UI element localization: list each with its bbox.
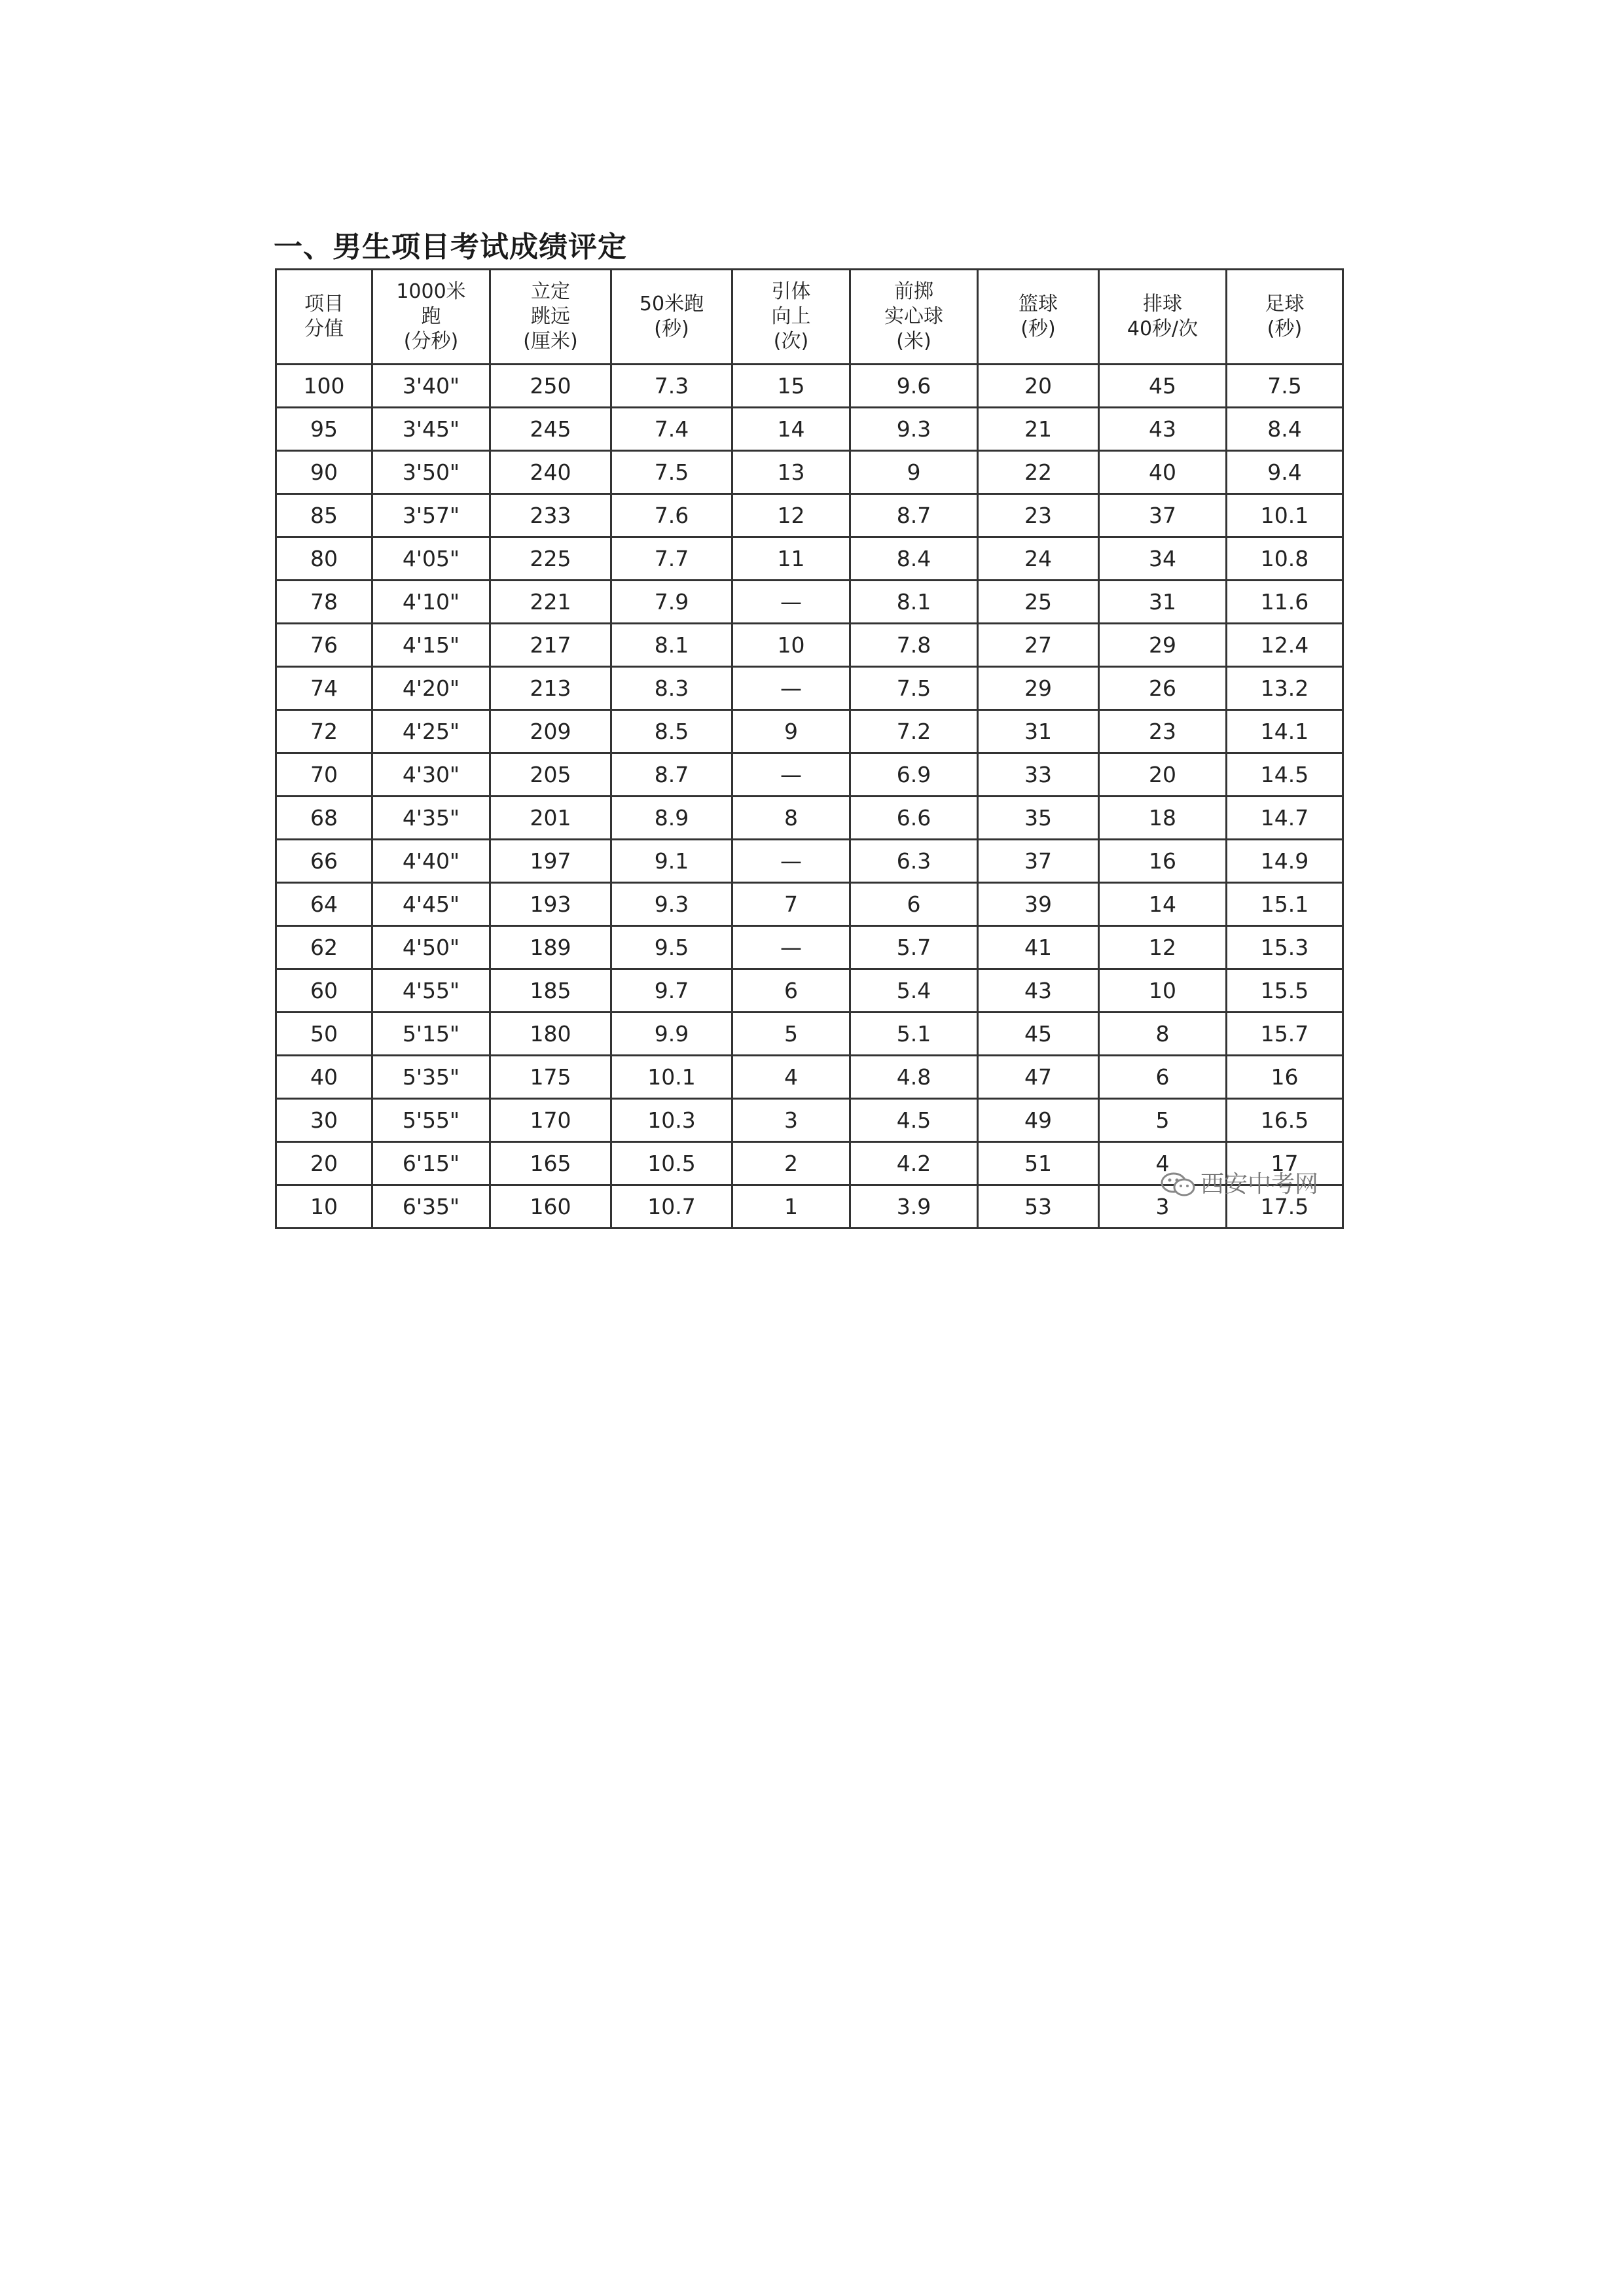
table-cell: 6'15": [372, 1142, 490, 1185]
table-cell: 4'50": [372, 926, 490, 969]
column-header-line: 40秒/次: [1127, 317, 1199, 340]
table-cell: 11.6: [1227, 581, 1343, 624]
table-cell: 14: [732, 408, 850, 451]
score-cell: 95: [276, 408, 372, 451]
table-row: [276, 840, 1343, 883]
column-header-line: 立定: [531, 280, 570, 303]
column-header-line: 分值: [304, 317, 344, 340]
table-cell: 37: [1099, 494, 1227, 537]
table-cell: 23: [1099, 710, 1227, 753]
table-cell: 5.1: [850, 1013, 978, 1056]
table-cell: 3'45": [372, 408, 490, 451]
table-cell: 9.6: [850, 365, 978, 408]
table-cell: 5.4: [850, 969, 978, 1013]
table-cell: 245: [490, 408, 611, 451]
table-cell: 213: [490, 667, 611, 710]
table-cell: 3: [732, 1099, 850, 1142]
table-cell: 4'15": [372, 624, 490, 667]
table-cell: 9.3: [850, 408, 978, 451]
table-cell: 8.1: [850, 581, 978, 624]
table-cell: 170: [490, 1099, 611, 1142]
table-row: [276, 624, 1343, 667]
table-cell: 217: [490, 624, 611, 667]
table-cell: 10: [732, 624, 850, 667]
table-row: [276, 969, 1343, 1013]
table-row: [276, 494, 1343, 537]
table-cell: —: [732, 667, 850, 710]
table-cell: 41: [978, 926, 1099, 969]
table-cell: 205: [490, 753, 611, 797]
table-cell: 7: [732, 883, 850, 926]
table-cell: 4'05": [372, 537, 490, 581]
table-cell: 43: [1099, 408, 1227, 451]
table-cell: 7.8: [850, 624, 978, 667]
column-header-line: (分秒): [403, 330, 459, 353]
table-cell: 185: [490, 969, 611, 1013]
column-header-line: 项目: [304, 293, 344, 315]
table-cell: 10.1: [1227, 494, 1343, 537]
table-cell: 4'40": [372, 840, 490, 883]
table-cell: 5'15": [372, 1013, 490, 1056]
table-cell: 7.6: [611, 494, 732, 537]
wechat-icon: [1160, 1172, 1197, 1198]
watermark-text: 西安中考网: [1200, 1171, 1319, 1198]
table-cell: 6: [850, 883, 978, 926]
table-row: [276, 710, 1343, 753]
column-header-line: (次): [773, 330, 809, 353]
table-cell: 4'20": [372, 667, 490, 710]
score-cell: 66: [276, 840, 372, 883]
table-cell: 6.3: [850, 840, 978, 883]
score-cell: 100: [276, 365, 372, 408]
table-cell: 15.3: [1227, 926, 1343, 969]
table-cell: 16.5: [1227, 1099, 1343, 1142]
score-cell: 64: [276, 883, 372, 926]
table-cell: 29: [1099, 624, 1227, 667]
score-cell: 30: [276, 1099, 372, 1142]
table-cell: 8.5: [611, 710, 732, 753]
table-cell: 4'30": [372, 753, 490, 797]
score-cell: 50: [276, 1013, 372, 1056]
table-cell: 9: [732, 710, 850, 753]
table-cell: 175: [490, 1056, 611, 1099]
table-cell: 10: [1099, 969, 1227, 1013]
table-cell: 5'55": [372, 1099, 490, 1142]
table-cell: 240: [490, 451, 611, 494]
column-header-1: [372, 270, 490, 365]
table-row: [276, 1099, 1343, 1142]
score-cell: 60: [276, 969, 372, 1013]
score-cell: 76: [276, 624, 372, 667]
table-row: [276, 1013, 1343, 1056]
column-header-3: [611, 270, 732, 365]
table-cell: 10.5: [611, 1142, 732, 1185]
column-header-line: 跳远: [531, 305, 570, 328]
table-cell: 4.8: [850, 1056, 978, 1099]
table-cell: 160: [490, 1185, 611, 1229]
column-header-line: 引体: [771, 280, 811, 303]
table-cell: 9.4: [1227, 451, 1343, 494]
table-cell: 14: [1099, 883, 1227, 926]
table-cell: 8: [732, 797, 850, 840]
table-cell: 15: [732, 365, 850, 408]
score-cell: 80: [276, 537, 372, 581]
table-cell: 4: [1099, 1142, 1227, 1185]
table-row: [276, 753, 1343, 797]
table-cell: 5'35": [372, 1056, 490, 1099]
watermark: [1160, 1170, 1318, 1199]
table-cell: 5: [732, 1013, 850, 1056]
column-header-7: [1099, 270, 1227, 365]
table-cell: 26: [1099, 667, 1227, 710]
table-cell: 6.6: [850, 797, 978, 840]
table-cell: 6: [1099, 1056, 1227, 1099]
table-cell: 13: [732, 451, 850, 494]
table-row: [276, 1056, 1343, 1099]
table-row: [276, 926, 1343, 969]
table-cell: 25: [978, 581, 1099, 624]
table-cell: 9.7: [611, 969, 732, 1013]
table-cell: 16: [1099, 840, 1227, 883]
score-cell: 90: [276, 451, 372, 494]
table-cell: 6: [732, 969, 850, 1013]
table-cell: 193: [490, 883, 611, 926]
table-cell: 8.7: [850, 494, 978, 537]
table-row: [276, 537, 1343, 581]
table-cell: 34: [1099, 537, 1227, 581]
table-cell: 8.7: [611, 753, 732, 797]
table-cell: 3'40": [372, 365, 490, 408]
table-cell: 5: [1099, 1099, 1227, 1142]
score-cell: 68: [276, 797, 372, 840]
table-cell: 9.5: [611, 926, 732, 969]
table-cell: 4'25": [372, 710, 490, 753]
table-cell: 17: [1227, 1142, 1343, 1185]
table-cell: 14.9: [1227, 840, 1343, 883]
table-cell: 14.7: [1227, 797, 1343, 840]
table-cell: 10.7: [611, 1185, 732, 1229]
table-cell: 4'35": [372, 797, 490, 840]
table-cell: 45: [978, 1013, 1099, 1056]
table-cell: 4: [732, 1056, 850, 1099]
table-cell: 31: [978, 710, 1099, 753]
table-cell: 15.5: [1227, 969, 1343, 1013]
table-cell: 43: [978, 969, 1099, 1013]
table-cell: 8.3: [611, 667, 732, 710]
column-header-6: [978, 270, 1099, 365]
column-header-line: 50米跑: [639, 293, 704, 315]
table-cell: 53: [978, 1185, 1099, 1229]
score-table: [275, 268, 1344, 1229]
table-cell: 49: [978, 1099, 1099, 1142]
table-cell: 180: [490, 1013, 611, 1056]
score-cell: 78: [276, 581, 372, 624]
table-cell: 9: [850, 451, 978, 494]
table-cell: 12: [732, 494, 850, 537]
table-cell: 15.7: [1227, 1013, 1343, 1056]
table-cell: 22: [978, 451, 1099, 494]
table-cell: 18: [1099, 797, 1227, 840]
table-cell: 39: [978, 883, 1099, 926]
table-body: [276, 365, 1343, 1229]
table-cell: 15.1: [1227, 883, 1343, 926]
table-cell: 197: [490, 840, 611, 883]
table-cell: 4.5: [850, 1099, 978, 1142]
table-cell: 33: [978, 753, 1099, 797]
table-cell: 209: [490, 710, 611, 753]
table-cell: 8.4: [850, 537, 978, 581]
table-cell: 2: [732, 1142, 850, 1185]
table-cell: 51: [978, 1142, 1099, 1185]
table-header-row: [276, 270, 1343, 365]
table-cell: 11: [732, 537, 850, 581]
table-row: [276, 365, 1343, 408]
score-cell: 72: [276, 710, 372, 753]
column-header-line: 跑: [421, 305, 441, 328]
column-header-2: [490, 270, 611, 365]
table-cell: 10.3: [611, 1099, 732, 1142]
table-cell: 5.7: [850, 926, 978, 969]
table-cell: 189: [490, 926, 611, 969]
table-cell: 16: [1227, 1056, 1343, 1099]
table-row: [276, 667, 1343, 710]
table-cell: 165: [490, 1142, 611, 1185]
table-cell: 221: [490, 581, 611, 624]
table-cell: 6'35": [372, 1185, 490, 1229]
table-cell: 7.2: [850, 710, 978, 753]
table-cell: 7.5: [1227, 365, 1343, 408]
table-cell: 10.1: [611, 1056, 732, 1099]
column-header-5: [850, 270, 978, 365]
table-cell: —: [732, 840, 850, 883]
table-cell: 8: [1099, 1013, 1227, 1056]
table-cell: 8.4: [1227, 408, 1343, 451]
table-cell: 6.9: [850, 753, 978, 797]
table-cell: 12.4: [1227, 624, 1343, 667]
score-cell: 10: [276, 1185, 372, 1229]
table-cell: 9.9: [611, 1013, 732, 1056]
table-cell: 4'45": [372, 883, 490, 926]
table-cell: 8.9: [611, 797, 732, 840]
table-cell: 35: [978, 797, 1099, 840]
table-cell: 20: [1099, 753, 1227, 797]
table-cell: 7.5: [611, 451, 732, 494]
column-header-line: 篮球: [1019, 293, 1058, 315]
table-cell: —: [732, 753, 850, 797]
table-cell: —: [732, 926, 850, 969]
column-header-line: (秒): [1020, 317, 1056, 340]
column-header-line: 1000米: [396, 280, 466, 303]
table-cell: 1: [732, 1185, 850, 1229]
table-cell: 14.5: [1227, 753, 1343, 797]
table-cell: 3'57": [372, 494, 490, 537]
table-cell: —: [732, 581, 850, 624]
score-cell: 70: [276, 753, 372, 797]
table-cell: 17.5: [1227, 1185, 1343, 1229]
table-cell: 7.5: [850, 667, 978, 710]
score-cell: 40: [276, 1056, 372, 1099]
table-cell: 8.1: [611, 624, 732, 667]
table-cell: 21: [978, 408, 1099, 451]
column-header-line: (米): [896, 330, 931, 353]
page-heading: 一、男生项目考试成绩评定: [274, 230, 627, 264]
column-header-line: 实心球: [884, 305, 943, 328]
column-header-8: [1227, 270, 1343, 365]
table-cell: 10.8: [1227, 537, 1343, 581]
table-cell: 20: [978, 365, 1099, 408]
column-header-4: [732, 270, 850, 365]
table-cell: 47: [978, 1056, 1099, 1099]
column-header-line: (秒): [1267, 317, 1303, 340]
table-cell: 3'50": [372, 451, 490, 494]
table-cell: 250: [490, 365, 611, 408]
table-cell: 7.9: [611, 581, 732, 624]
score-cell: 20: [276, 1142, 372, 1185]
column-header-line: 排球: [1143, 293, 1182, 315]
table-cell: 233: [490, 494, 611, 537]
table-cell: 24: [978, 537, 1099, 581]
column-header-line: (秒): [654, 317, 689, 340]
table-cell: 40: [1099, 451, 1227, 494]
table-row: [276, 883, 1343, 926]
table-cell: 4'10": [372, 581, 490, 624]
table-row: [276, 408, 1343, 451]
score-cell: 85: [276, 494, 372, 537]
table-cell: 12: [1099, 926, 1227, 969]
table-cell: 13.2: [1227, 667, 1343, 710]
column-header-line: (厘米): [523, 330, 578, 353]
table-cell: 31: [1099, 581, 1227, 624]
table-cell: 7.4: [611, 408, 732, 451]
table-cell: 4.2: [850, 1142, 978, 1185]
table-row: [276, 581, 1343, 624]
table-cell: 4'55": [372, 969, 490, 1013]
table-cell: 3: [1099, 1185, 1227, 1229]
column-header-0: [276, 270, 372, 365]
table-row: [276, 797, 1343, 840]
table-cell: 45: [1099, 365, 1227, 408]
score-cell: 74: [276, 667, 372, 710]
table-row: [276, 451, 1343, 494]
score-cell: 62: [276, 926, 372, 969]
table-cell: 225: [490, 537, 611, 581]
table-cell: 27: [978, 624, 1099, 667]
table-cell: 9.1: [611, 840, 732, 883]
table-cell: 201: [490, 797, 611, 840]
column-header-line: 向上: [771, 305, 811, 328]
table-cell: 14.1: [1227, 710, 1343, 753]
table-cell: 37: [978, 840, 1099, 883]
table-cell: 3.9: [850, 1185, 978, 1229]
table-cell: 7.7: [611, 537, 732, 581]
table-cell: 23: [978, 494, 1099, 537]
table-cell: 29: [978, 667, 1099, 710]
table-cell: 7.3: [611, 365, 732, 408]
column-header-line: 足球: [1265, 293, 1305, 315]
column-header-line: 前掷: [894, 280, 933, 303]
table-cell: 9.3: [611, 883, 732, 926]
